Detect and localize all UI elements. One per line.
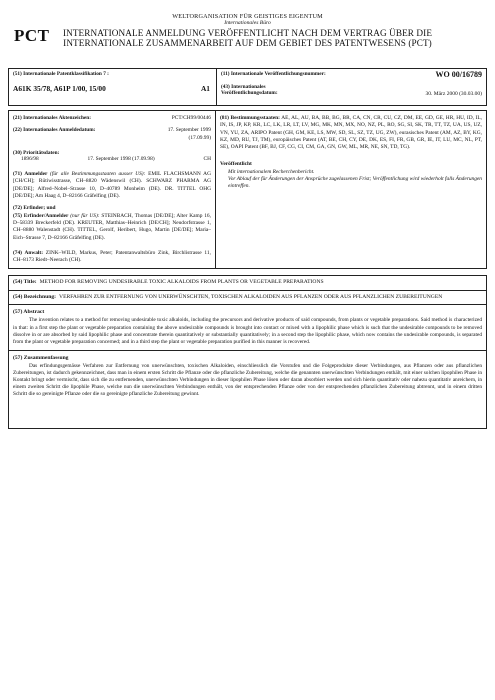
abstract-text-german: Das erfindungsgemässe Verfahren zur Entfernung von unerwünschten, toxischen Alkaloiden, einschliesslich die Vorstufen und die Folgeprodukte dieser Verbindungen, aus Pflanzen oder aus pflanzlichen Zubereitungen, ist dadurch gekennzeichnet, dass man in einem ersten Schritt die Pflanze oder die pflanzliche Zubereitung, welche die genannten unerwünschten Verbindungen enthält, mit einer solchen lipophilen Phase in Kontakt bringt oder vermischt, dass sich die zu entfernenden, unerwünschten Verbindungen in dieser lipophilen Phase lösen oder daran absorbiert werden und sich hierin quantitativ oder nahezu quantitativ anreichern, in einem zweiten Schritt die lipophile Phase, welche nun die unerwünschten Verbindungen enthält, von der entsprechenden Pflanze oder von der entsprechenden pflanzlichen Zubereitung abtrennt, und in einem dritten Schritt die so gereinigte Pflanze oder die so gereinigte pflanzliche Zubereitung gewinnt. [13, 362, 482, 398]
attorney-label: (74) Anwalt: [13, 249, 44, 256]
applicant-block [13, 171, 211, 200]
bibliographic-box [8, 110, 487, 269]
title-english-row [9, 276, 486, 290]
publication-section [216, 69, 486, 105]
title-text-german: VERFAHREN ZUR ENTFERNUNG VON UNERWÜNSCHTEN, TOXISCHEN ALKALOIDEN AUS PFLANZEN ODER AUS PFLANZLICHEN ZUBEREITUNGEN [59, 293, 443, 300]
title-german-row [9, 291, 486, 305]
left-column [9, 111, 216, 268]
classification-box [8, 68, 487, 106]
abstract-heading-german: (57) Zusammenfassung [13, 354, 69, 361]
document-title-line-2: INTERNATIONALE ZUSAMMENARBEIT AUF DEM GEBIET DES PATENTWESENS (PCT) [63, 38, 432, 48]
inventor-applicant-label: (75) Erfinder/Anmelder [13, 212, 69, 219]
filing-date-short: (17.09.99) [188, 134, 211, 141]
title-label: (54) Title: [13, 279, 37, 286]
application-number-label: (21) Internationales Aktenzeichen: [13, 115, 91, 121]
title-text: METHOD FOR REMOVING UNDESIRABLE TOXIC ALKALOIDS FROM PLANTS OR VEGETABLE PREPARATIONS [39, 279, 324, 286]
ipc-section [9, 69, 216, 105]
title-label-german: (54) Bezeichnung: [13, 293, 57, 300]
priority-number: 1896/98 [21, 155, 39, 162]
publication-date: 30. März 2000 (30.03.00) [425, 91, 482, 97]
published-note-2: Vor Ablauf der für Änderungen der Ansprüche zugelassenen Frist; Veröffentlichung wird wiederholt falls Änderungen eintreffen. [228, 176, 482, 190]
inventor-label: (72) Erfinder; und [13, 205, 56, 212]
priority-label: (30) Prioritätsdaten: [13, 149, 60, 156]
filing-date: 17. September 1999 [167, 127, 211, 134]
application-number-block [13, 115, 211, 122]
publication-number-label: (11) Internationale Veröffentlichungsnummer: [221, 71, 326, 77]
document-title-line-1: INTERNATIONALE ANMELDUNG VERÖFFENTLICHT NACH DEM VERTRAG ÜBER DIE [62, 28, 433, 38]
publication-date-label-1: (43) Internationales [221, 84, 266, 90]
filing-date-label: (22) Internationales Anmeldedatum: [13, 127, 96, 134]
organization-name: WELTORGANISATION FÜR GEISTIGES EIGENTUM [172, 13, 323, 20]
applicant-label: (71) Anmelder [13, 171, 48, 178]
applicant-text: EMIL FLACHSMANN AG [CH/CH]; Rütiwisstrasse, CH–8820 Wädenswil (CH). SCHWARZ PHARMA AG [DE/DE]; Alfred–Nobel–Strasse 10, D–40789 Monheim (DE). DR. TITTEL OHG [DE/DE]; Am Haag 4, D–82166 Gräfelfing (DE). [13, 171, 211, 200]
publication-number: WO 00/16789 [435, 70, 482, 79]
abstract-text: The invention relates to a method for removing undesirable toxic alkaloids, including the precursors and derivative products of said compounds, from plants or vegetable preparations. Said method is characterized in that: in a first step the plant or vegetable preparation containing the above undesirable compounds is brought into contact or mixed with a lipophilic phase which is such that the undesirable compounds to be removed dissolve in or are absorbed by said lipophilic phase and concentrate therein quantitatively or substantially quantitatively; in a second step the lipophilic phase, which now contains the undesirable compounds, is separated from the plant or vegetable preparation concerned; and in a third step the plant or vegetable preparation purified in this manner is recovered. [13, 317, 482, 345]
application-number: PCT/CH99/00446 [171, 115, 211, 121]
kind-code: A1 [200, 84, 210, 93]
filing-date-block [13, 127, 211, 142]
patent-front-page [8, 0, 487, 429]
designated-states-text: AE, AL, AU, BA, BB, BG, BR, CA, CN, CR, CU, CZ, DM, EE, GD, GE, HR, HU, ID, IL, IN, IS, JP, KP, KR, LC, LK, LR, LT, LV, MG, MK, MN, MX, NO, NZ, PL, RO, SG, SI, SK, TR, TT, TZ, UA, US, UZ, VN, YU, ZA, ARIPO Patent (GH, GM, KE, LS, MW, SD, SL, SZ, TZ, UG, ZW), eurasisches Patent (AM, AZ, BY, KG, KZ, MD, RU, TJ, TM), europäisches Patent (AT, BE, CH, CY, DE, DK, ES, FI, FR, GB, GR, IE, IT, LU, MC, NL, PT, SE), OAPI Patent (BF, BJ, CF, CG, CI, CM, GA, GN, GW, ML, MR, NE, SN, TD, TG). [220, 115, 482, 151]
priority-block [13, 150, 211, 163]
ipc-label: (51) Internationale Patentklassifikation 7 : [13, 71, 109, 77]
applicant-qualifier: (für alle Bestimmungsstaaten ausser US): [50, 171, 146, 178]
attorney-text: ZINK–WILD, Markus, Peter; Patentanwaltsbüro Zink, Birchlistrasse 11, CH–8173 Riedt–Neerach (CH). [13, 249, 211, 264]
bureau-name: Internationales Büro [224, 20, 271, 26]
designated-states-label: (81) Bestimmungsstaaten: [220, 115, 280, 121]
publication-date-label-2: Veröffentlichungsdatum: [221, 90, 278, 96]
inventor-qualifier: (nur für US): [70, 212, 100, 219]
right-column [216, 111, 486, 268]
priority-date: 17. September 1998 (17.09.98) [87, 155, 155, 162]
designated-states-block [220, 115, 482, 151]
document-header [8, 8, 487, 68]
published-note-1: Mit internationalem Recherchenbericht. [228, 168, 315, 175]
inventor-text: STEINBACH, Thomas [DE/DE]; Alter Kamp 16, D–58339 Breckerfeld (DE). KREUTER, Matthias–Heinrich [DE/CH]; Neudorfstrasse 1, CH–8880 Walenstadt (CH). TITTEL, Gerolf, Heribert, Hugo, Martin [DE/DE]; Maria–Eich–Strasse 7, D–82166 Gräfelfing (DE). [13, 212, 211, 241]
attorney-block [13, 250, 211, 265]
pct-logo: PCT [14, 26, 50, 45]
ipc-codes: A61K 35/78, A61P 1/00, 15/00 [13, 84, 106, 93]
inventor-block [13, 205, 211, 241]
abstract-heading: (57) Abstract [13, 309, 45, 316]
published-label: Veröffentlicht [220, 161, 252, 168]
title-abstract-box [8, 275, 487, 429]
priority-country: CH [203, 155, 211, 162]
published-block [220, 161, 482, 190]
